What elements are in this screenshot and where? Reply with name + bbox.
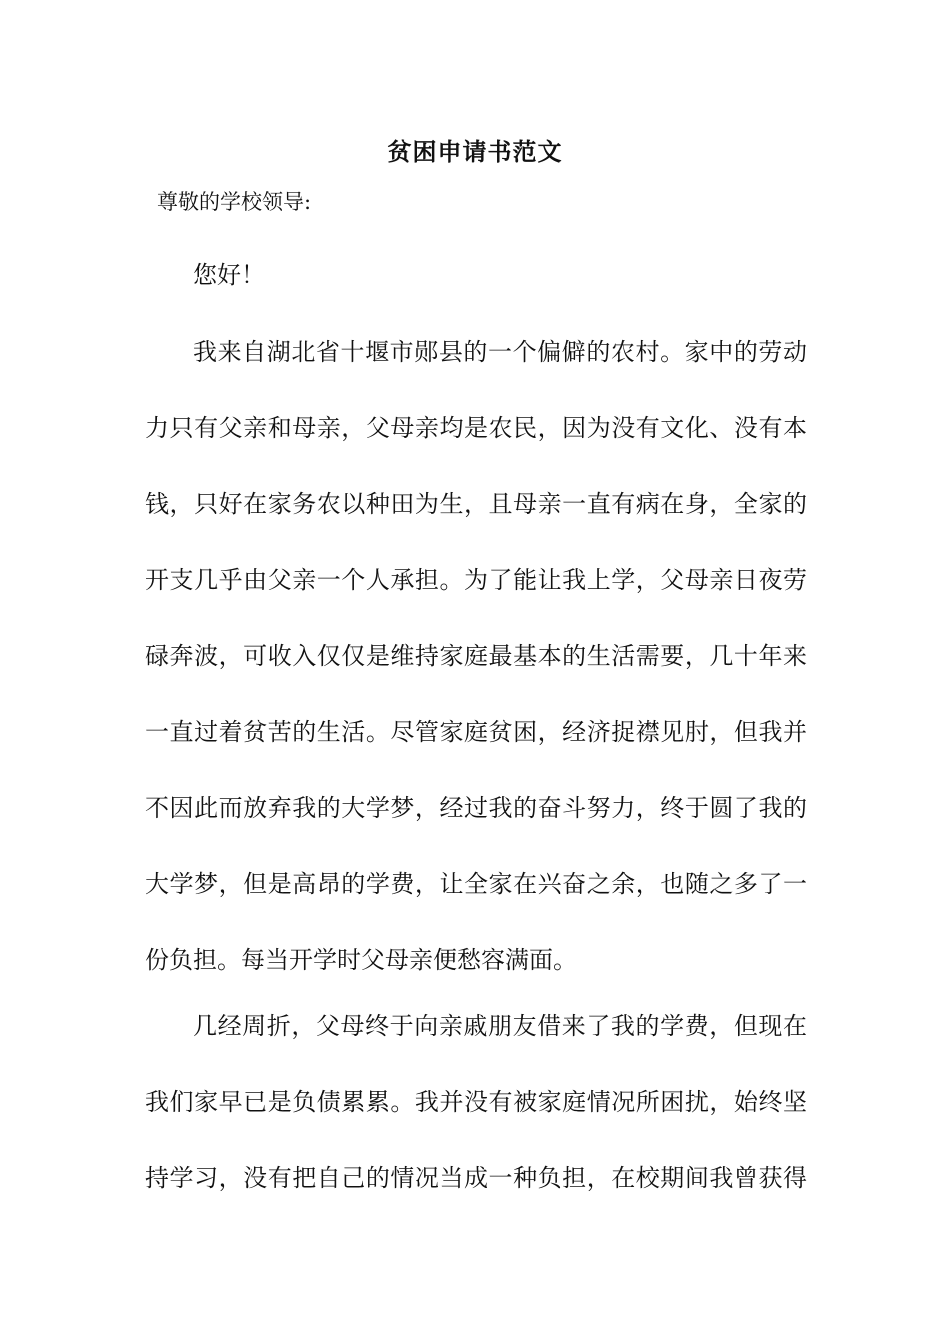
salutation: 尊敬的学校领导: bbox=[157, 190, 312, 214]
paragraph-line: 开支几乎由父亲一个人承担。为了能让我上学，父母亲日夜劳 bbox=[145, 566, 807, 594]
paragraph-2 bbox=[145, 988, 807, 1216]
document-title: 贫困申请书范文 bbox=[387, 137, 563, 166]
paragraph-line: 一直过着贫苦的生活。尽管家庭贫困，经济捉襟见肘，但我并 bbox=[145, 718, 807, 746]
paragraph-line: 份负担。每当开学时父母亲便愁容满面。 bbox=[145, 946, 577, 974]
paragraph-line: 我们家早已是负债累累。我并没有被家庭情况所困扰，始终坚 bbox=[145, 1088, 807, 1116]
paragraph-line: 大学梦，但是高昂的学费，让全家在兴奋之余，也随之多了一 bbox=[145, 870, 807, 898]
paragraph-line: 钱，只好在家务农以种田为生，且母亲一直有病在身，全家的 bbox=[145, 490, 807, 518]
paragraph-line: 不因此而放弃我的大学梦，经过我的奋斗努力，终于圆了我的 bbox=[145, 794, 807, 822]
paragraph-line: 持学习，没有把自己的情况当成一种负担，在校期间我曾获得 bbox=[145, 1164, 807, 1192]
paragraph-1 bbox=[145, 314, 807, 998]
paragraph-line: 我来自湖北省十堰市郧县的一个偏僻的农村。家中的劳动 bbox=[193, 338, 807, 366]
paragraph-line: 几经周折，父母终于向亲戚朋友借来了我的学费，但现在 bbox=[193, 1012, 807, 1040]
paragraph-line: 碌奔波，可收入仅仅是维持家庭最基本的生活需要，几十年来 bbox=[145, 642, 807, 670]
greeting: 您好！ bbox=[193, 261, 265, 289]
paragraph-line: 力只有父亲和母亲，父母亲均是农民，因为没有文化、没有本 bbox=[145, 414, 807, 442]
